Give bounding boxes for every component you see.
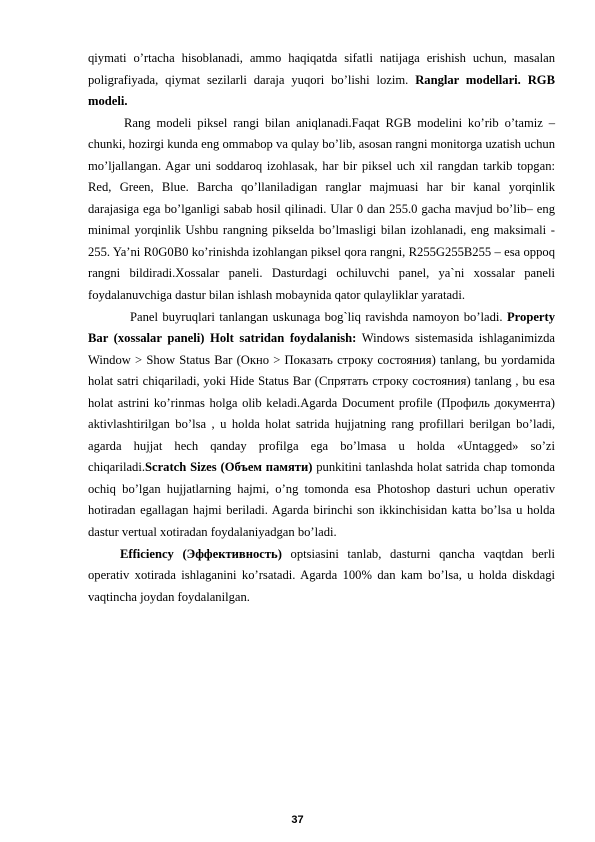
efficiency-term: Efficiency (Эффективность) [120,546,282,561]
paragraph-1 [88,48,555,113]
paragraph-3-start: Panel buyruqlari tanlangan uskunaga bog`liq ravishda namoyon bo’ladi. [130,309,503,324]
section-heading: Ranglar modellari. RGB modeli. [88,72,555,109]
paragraph-2: Rang modeli piksel rangi bilan aniqlanadi.Faqat RGB modelini ko’rib o’tamiz – chunki, hozirgi kunda eng ommabop va qulay bo’lib, asosan rangni monitorga uzatish uchun mo’ljallangan. Agar uni soddaroq izohlasak, har bir piksel uch xil rangdan tarkib topgan: Red, Green, Blue. Barcha qo’llaniladigan ranglar majmuasi har bir kanal yorqinlik darajasiga ega bo’lganligi sabab hosil qilinadi. Ular 0 dan 255.0 gacha mavjud bo’lib– eng minimal yorqinlik Ushbu rangning pikselda bo’lmasligi bilan izohlanadi, eng maksimali - 255. Ya’ni R0G0B0 ko’rinishda izohlangan piksel qora rangni, R255G255B255 – esa oppoq rangni bildiradi.Xossalar paneli. Dasturdagi ochiluvchi panel, ya`ni xossalar paneli foydalanuvchiga dastur bilan ishlash mobaynida qator qulayliklar yaratadi. [88,115,555,303]
paragraph-3-rest: Windows sistemasida ishlaganimizda Window > Show Status Bar (Окно > Показать строку состояния) tanlang, bu yordamida holat satri chiqariladi, yoki Hide Status Bar (Спрятать строку состояния) tanlang , bu esa holat astrini ko’rinmas holga olib keladi.Agarda Document profile (Профиль документа) aktivlashtirilgan bo’lsa , u holda holat satrida hujjatning rang profillari berilgan bo’ladi, agarda hujjat hech qanday profilga ega bo’lmasa u holda «Untagged» so’zi chiqariladi. [88,331,555,475]
scratch-sizes-term: Scratch Sizes (Объем памяти) [145,460,313,475]
paragraph-4 [88,544,555,609]
property-bar-heading: Property Bar (xossalar paneli) Holt satridan foydalanish: [88,309,556,346]
page-number: 37 [291,814,304,826]
paragraph-4-rest: optsiasini tanlab, dasturni qancha vaqtdan berli operativ xotirada ishlaganini ko’rsatadi. Agarda 100% dan kam bo’lsa, u holda diskdagi vaqtincha joydan foydalanilgan. [88,546,555,604]
paragraph-3 [88,307,555,544]
paragraph-1-text: qiymati o’rtacha hisoblanadi, ammo haqiqatda sifatli natijaga erishish uchun, masalan poligrafiyada, qiymat sezilarli daraja yuqori bo’lishi lozim. [88,51,555,87]
paragraph-3-end: punkitini tanlashda holat satrida chap tomonda ochiq bo’lgan hujjatlarning hajmi, o’ng tomonda esa Photoshop dasturi uchun operativ hotiradan egallagan hajmi beriladi. Agarda birinchi son ikkinchisidan katta bo’lsa u holda dastur vertual xotiradan foydalaniyadgan bo’ladi. [88,460,555,540]
body-text [88,48,555,608]
